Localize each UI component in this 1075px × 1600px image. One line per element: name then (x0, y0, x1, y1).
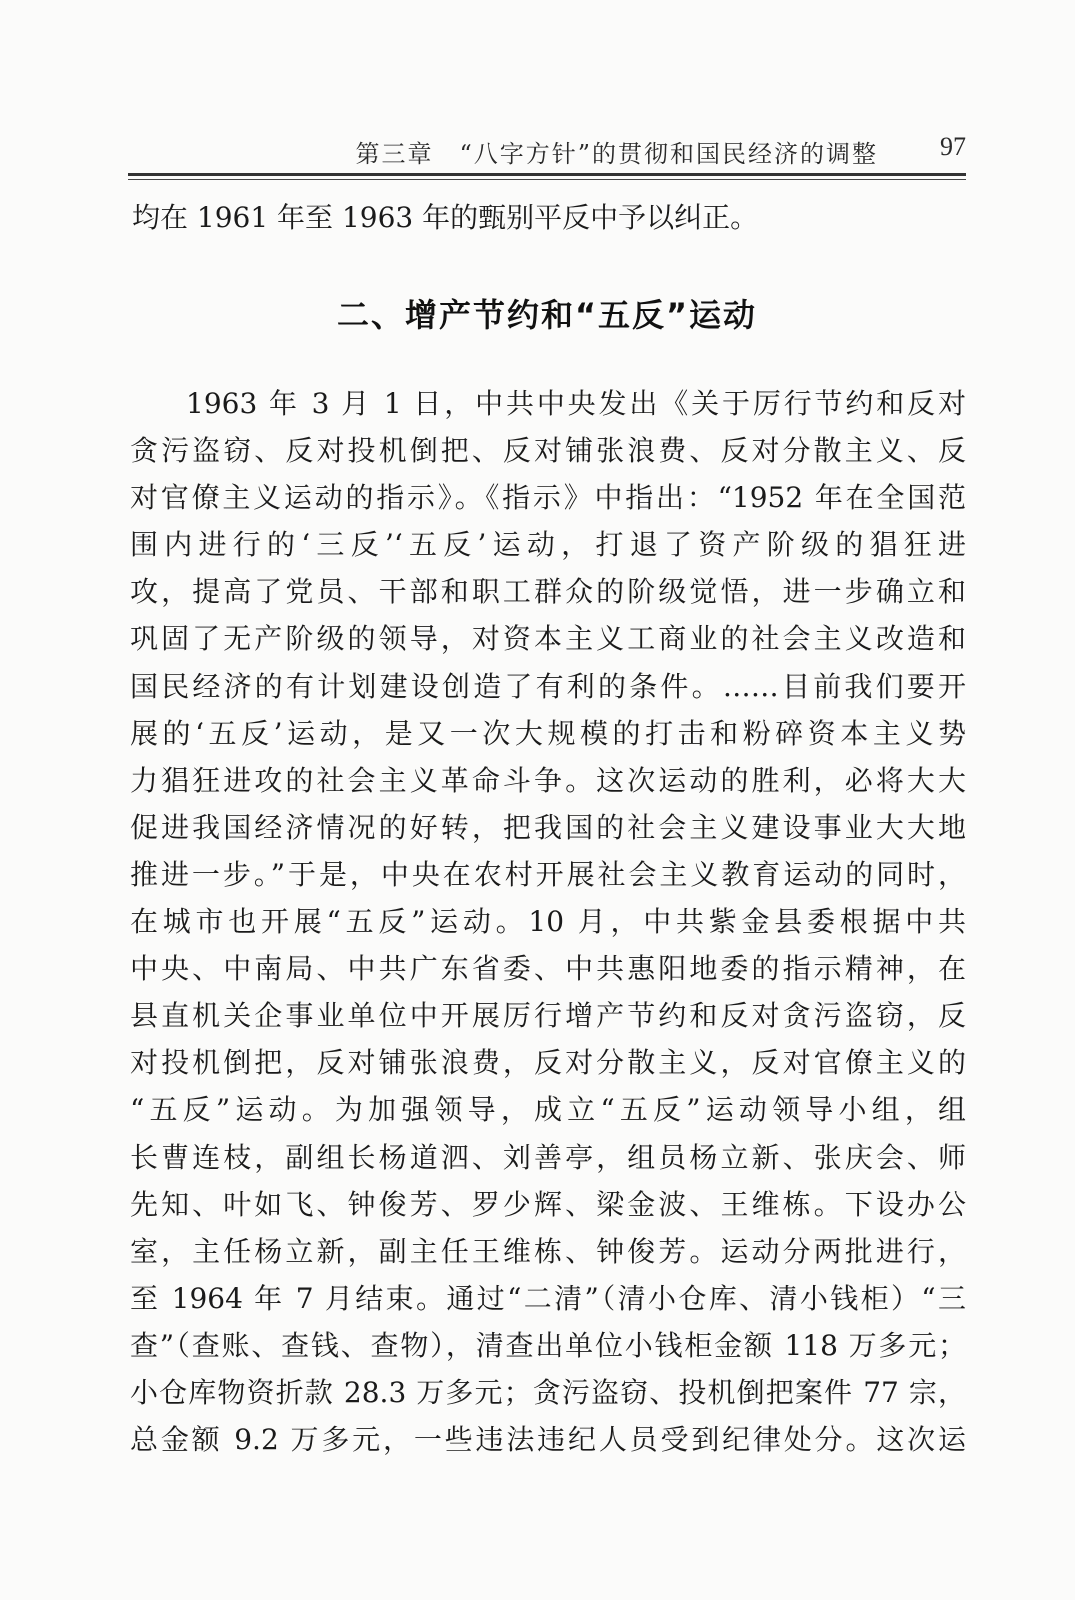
body-line: 总金额 9.2 万多元，一些违法违纪人员受到纪律处分。这次运 (130, 1423, 966, 1457)
body-line: 室，主任杨立新，副主任王维栋、钟俊芳。运动分两批进行， (130, 1234, 966, 1268)
body-paragraph (130, 380, 966, 1463)
body-line: “五反”运动。为加强领导，成立“五反”运动领导小组，组 (130, 1093, 966, 1127)
body-line: 先知、叶如飞、钟俊芳、罗少辉、梁金波、王维栋。下设办公 (130, 1187, 966, 1221)
body-line: 对官僚主义运动的指示》。《指示》中指出：“1952 年在全国范 (130, 481, 966, 515)
body-line: 国民经济的有计划建设创造了有利的条件。……目前我们要开 (130, 669, 966, 703)
body-line: 展的‘五反’运动，是又一次大规模的打击和粉碎资本主义势 (130, 716, 966, 750)
body-line: 至 1964 年 7 月结束。通过“二清”（清小仓库、清小钱柜）“三 (130, 1281, 966, 1315)
body-line: 攻，提高了党员、干部和职工群众的阶级觉悟，进一步确立和 (130, 575, 966, 609)
body-line: 小仓库物资折款 28.3 万多元；贪污盗窃、投机倒把案件 77 宗， (130, 1375, 966, 1409)
body-line: 中央、中南局、中共广东省委、中共惠阳地委的指示精神，在 (130, 952, 966, 986)
continuation-line: 均在 1961 年至 1963 年的甄别平反中予以纠正。 (132, 201, 759, 234)
page-number: 97 (940, 132, 966, 161)
body-line: 长曹连枝，副组长杨道泗、刘善亭，组员杨立新、张庆会、师 (130, 1140, 966, 1174)
chapter-running-title: 第三章 “八字方针”的贯彻和国民经济的调整 (355, 140, 878, 168)
body-line: 巩固了无产阶级的领导，对资本主义工商业的社会主义改造和 (130, 622, 966, 656)
header-rule-thin (128, 179, 966, 180)
body-line: 查”（查账、查钱、查物），清查出单位小钱柜金额 118 万多元； (130, 1328, 966, 1362)
body-line: 促进我国经济情况的好转，把我国的社会主义建设事业大大地 (130, 810, 966, 844)
body-line: 推进一步。”于是，中央在农村开展社会主义教育运动的同时， (130, 857, 966, 891)
body-line: 围内进行的‘三反’‘五反’运动，打退了资产阶级的猖狂进 (130, 528, 966, 562)
running-header (128, 128, 966, 168)
body-line: 县直机关企事业单位中开展厉行增产节约和反对贪污盗窃，反 (130, 999, 966, 1033)
header-rule-thick (128, 173, 966, 176)
body-line: 在城市也开展“五反”运动。10 月，中共紫金县委根据中共 (130, 905, 966, 939)
section-heading: 二、增产节约和“五反”运动 (336, 296, 758, 334)
body-line: 1963 年 3 月 1 日，中共中央发出《关于厉行节约和反对 (186, 387, 966, 420)
body-line: 贪污盗窃、反对投机倒把、反对铺张浪费、反对分散主义、反 (130, 434, 966, 468)
body-line: 力猖狂进攻的社会主义革命斗争。这次运动的胜利，必将大大 (130, 763, 966, 797)
body-line: 对投机倒把，反对铺张浪费，反对分散主义，反对官僚主义的 (130, 1046, 966, 1080)
